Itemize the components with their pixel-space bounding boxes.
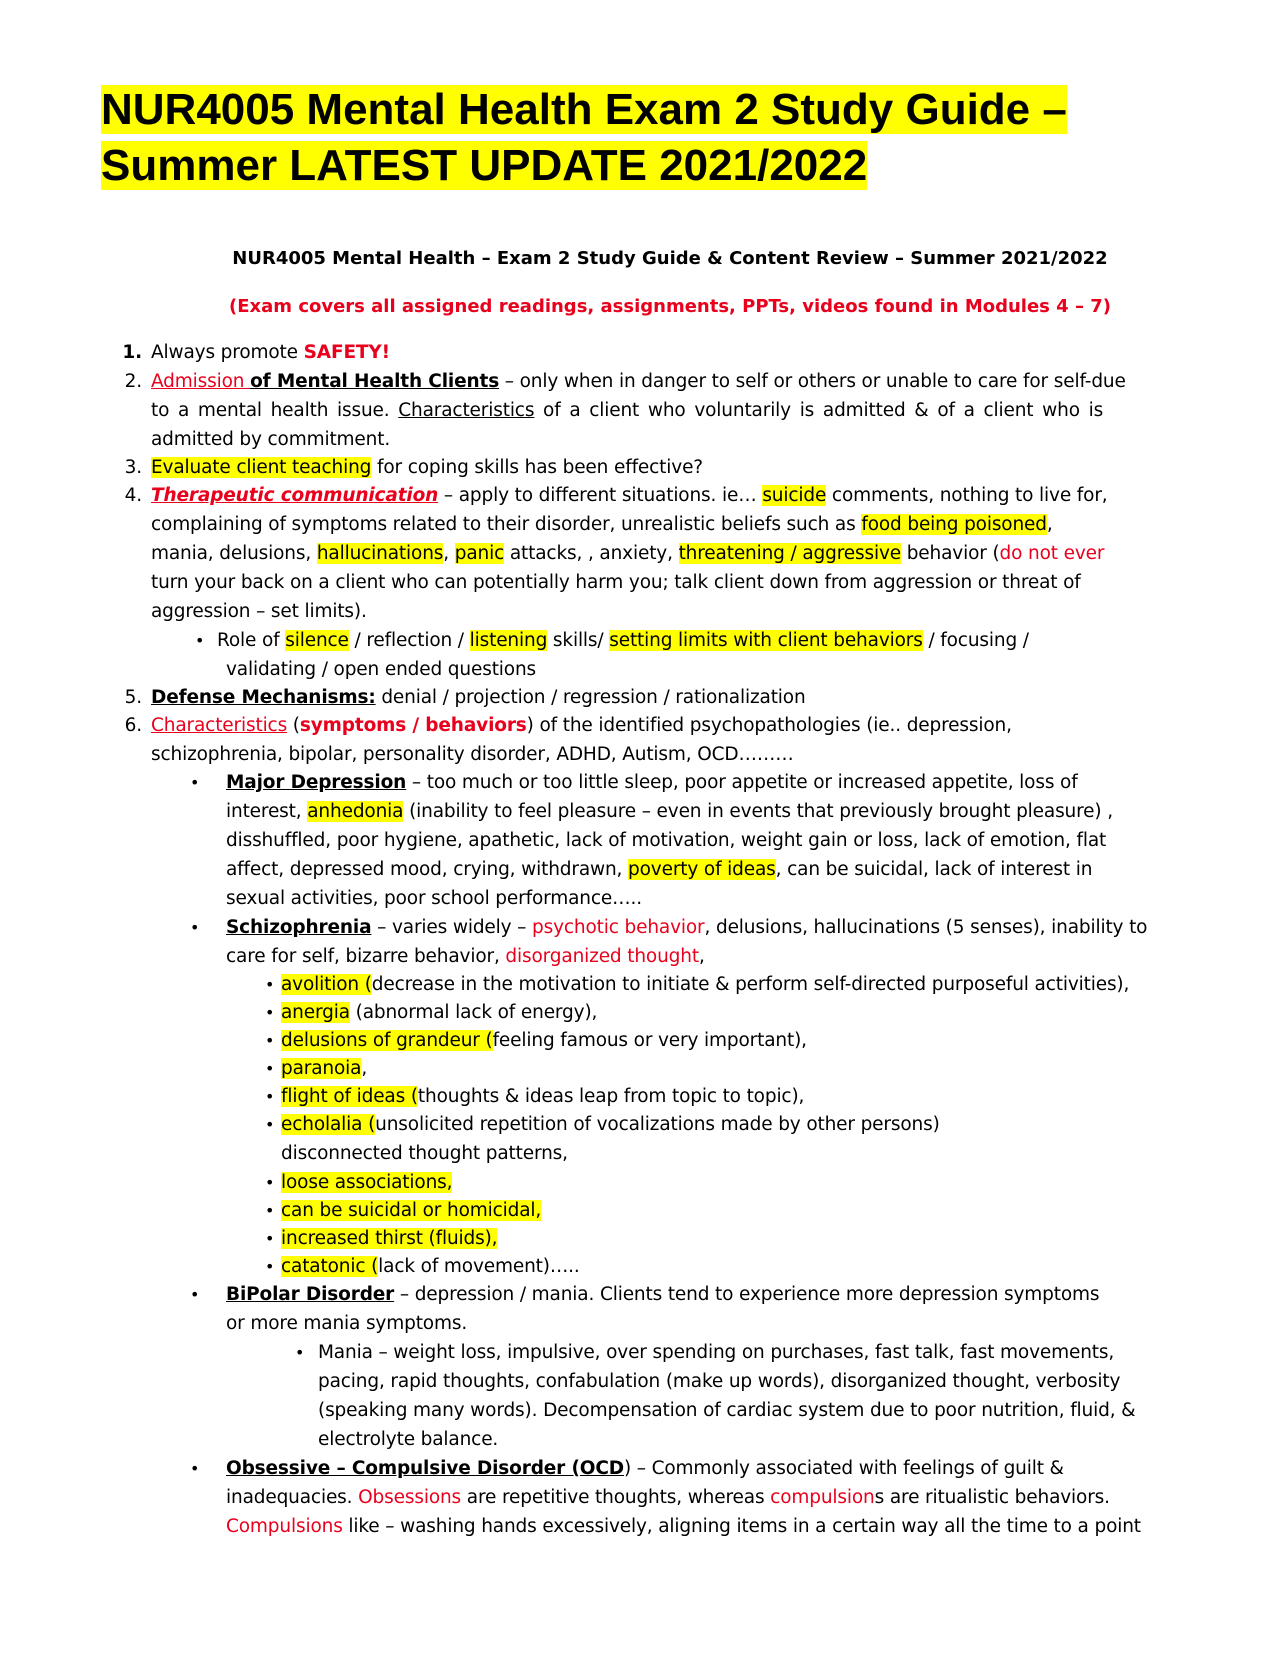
list-item-4-line-1: Therapeutic communication – apply to different situations. ie… suicide comments, nothing to live for, xyxy=(151,485,1108,506)
bullet-marker: • xyxy=(265,975,275,994)
scope-note: (Exam covers all assigned readings, assignments, PPTs, videos found in Modules 4 – 7) xyxy=(229,296,1111,317)
symptom-anergia: anergia (abnormal lack of energy), xyxy=(281,1002,598,1023)
bullet-marker: • xyxy=(265,1115,275,1134)
list-number-6: 6. xyxy=(124,715,142,736)
list-item-2-line-3: admitted by commitment. xyxy=(151,429,391,450)
mania-line-2: pacing, rapid thoughts, confabulation (make up words), disorganized thought, verbosity xyxy=(318,1371,1121,1392)
list-item-2-line-1: Admission of Mental Health Clients – only when in danger to self or others or unable to care for self-due xyxy=(151,371,1126,392)
symptom-suicidal-homicidal: can be suicidal or homicidal, xyxy=(281,1200,542,1221)
title-line-2: Summer LATEST UPDATE 2021/2022 xyxy=(101,141,868,190)
bullet-marker: • xyxy=(265,1087,275,1106)
major-depression-line-2: interest, anhedonia (inability to feel pleasure – even in events that previously brought pleasure) , xyxy=(226,801,1113,822)
list-item-2-line-2: to a mental health issue. Characteristics of a client who voluntarily is admitted & of a client who is xyxy=(151,400,1104,421)
document-subtitle: NUR4005 Mental Health – Exam 2 Study Guide & Content Review – Summer 2021/2022 xyxy=(232,248,1108,269)
document-title xyxy=(101,82,1201,194)
list-item-5: Defense Mechanisms: denial / projection / regression / rationalization xyxy=(151,687,806,708)
list-item-3: Evaluate client teaching for coping skills has been effective? xyxy=(151,457,703,478)
symptom-disconnected-thought: disconnected thought patterns, xyxy=(281,1143,568,1164)
bullet-marker: • xyxy=(265,1257,275,1276)
list-item-6-line-1: Characteristics (symptoms / behaviors) of the identified psychopathologies (ie.. depression, xyxy=(151,715,1012,736)
symptom-paranoia: paranoia, xyxy=(281,1058,368,1079)
bullet-marker: • xyxy=(190,1285,200,1304)
bullet-marker: • xyxy=(265,1003,275,1022)
bullet-marker: • xyxy=(265,1059,275,1078)
symptom-increased-thirst: increased thirst (fluids), xyxy=(281,1228,498,1249)
symptom-catatonic: catatonic (lack of movement)….. xyxy=(281,1256,580,1277)
bullet-marker: • xyxy=(190,918,200,937)
major-depression-line-4: affect, depressed mood, crying, withdrawn, poverty of ideas, can be suicidal, lack of interest in xyxy=(226,859,1093,880)
bullet-marker: • xyxy=(295,1343,305,1362)
symptom-loose-associations: loose associations, xyxy=(281,1172,453,1193)
list-item-4-line-2: complaining of symptoms related to their disorder, unrealistic beliefs such as food being poisoned, xyxy=(151,514,1053,535)
sub-item-role-line-1: Role of silence / reflection / listening skills/ setting limits with client behaviors / focusing / xyxy=(217,630,1029,651)
bullet-marker: • xyxy=(195,631,205,650)
list-item-1: Always promote SAFETY! xyxy=(151,342,390,363)
bipolar-line-2: or more mania symptoms. xyxy=(226,1313,468,1334)
list-number-1: 1. xyxy=(122,342,142,363)
list-number-3: 3. xyxy=(124,457,142,478)
bullet-marker: • xyxy=(265,1229,275,1248)
ocd-line-2: inadequacies. Obsessions are repetitive thoughts, whereas compulsions are ritualistic behaviors. xyxy=(226,1487,1110,1508)
bullet-marker: • xyxy=(190,773,200,792)
schizophrenia-line-1: Schizophrenia – varies widely – psychotic behavior, delusions, hallucinations (5 senses), inability to xyxy=(226,917,1148,938)
mania-line-1: Mania – weight loss, impulsive, over spending on purchases, fast talk, fast movements, xyxy=(318,1342,1115,1363)
symptom-delusions-of-grandeur: delusions of grandeur (feeling famous or very important), xyxy=(281,1030,807,1051)
schizophrenia-line-2: care for self, bizarre behavior, disorganized thought, xyxy=(226,946,705,967)
ocd-line-3: Compulsions like – washing hands excessively, aligning items in a certain way all the time to a point xyxy=(226,1516,1141,1537)
symptom-avolition: avolition (decrease in the motivation to initiate & perform self-directed purposeful activities), xyxy=(281,974,1130,995)
list-item-4-line-5: aggression – set limits). xyxy=(151,601,367,622)
ocd-line-1: Obsessive – Compulsive Disorder (OCD) – Commonly associated with feelings of guilt & xyxy=(226,1458,1064,1479)
mania-line-4: electrolyte balance. xyxy=(318,1429,499,1450)
bullet-marker: • xyxy=(190,1459,200,1478)
bipolar-line-1: BiPolar Disorder – depression / mania. Clients tend to experience more depression symptoms xyxy=(226,1284,1100,1305)
bullet-marker: • xyxy=(265,1173,275,1192)
bullet-marker: • xyxy=(265,1031,275,1050)
bullet-marker: • xyxy=(265,1201,275,1220)
major-depression-line-5: sexual activities, poor school performance….. xyxy=(226,888,642,909)
sub-item-role-line-2: validating / open ended questions xyxy=(226,659,537,680)
symptom-flight-of-ideas: flight of ideas (thoughts & ideas leap from topic to topic), xyxy=(281,1086,805,1107)
list-number-4: 4. xyxy=(124,485,142,506)
mania-line-3: (speaking many words). Decompensation of cardiac system due to poor nutrition, fluid, & xyxy=(318,1400,1136,1421)
major-depression-line-3: disshuffled, poor hygiene, apathetic, lack of motivation, weight gain or loss, lack of emotion, flat xyxy=(226,830,1107,851)
list-item-6-line-2: schizophrenia, bipolar, personality disorder, ADHD, Autism, OCD……… xyxy=(151,744,794,765)
list-number-2: 2. xyxy=(124,371,142,392)
major-depression-line-1: Major Depression – too much or too little sleep, poor appetite or increased appetite, loss of xyxy=(226,772,1078,793)
list-number-5: 5. xyxy=(124,687,142,708)
title-line-1: NUR4005 Mental Health Exam 2 Study Guide – xyxy=(101,85,1067,134)
list-item-4-line-3: mania, delusions, hallucinations, panic attacks, , anxiety, threatening / aggressive behavior (do not ever xyxy=(151,543,1105,564)
list-item-4-line-4: turn your back on a client who can potentially harm you; talk client down from aggression or threat of xyxy=(151,572,1081,593)
symptom-echolalia: echolalia (unsolicited repetition of vocalizations made by other persons) xyxy=(281,1114,940,1135)
